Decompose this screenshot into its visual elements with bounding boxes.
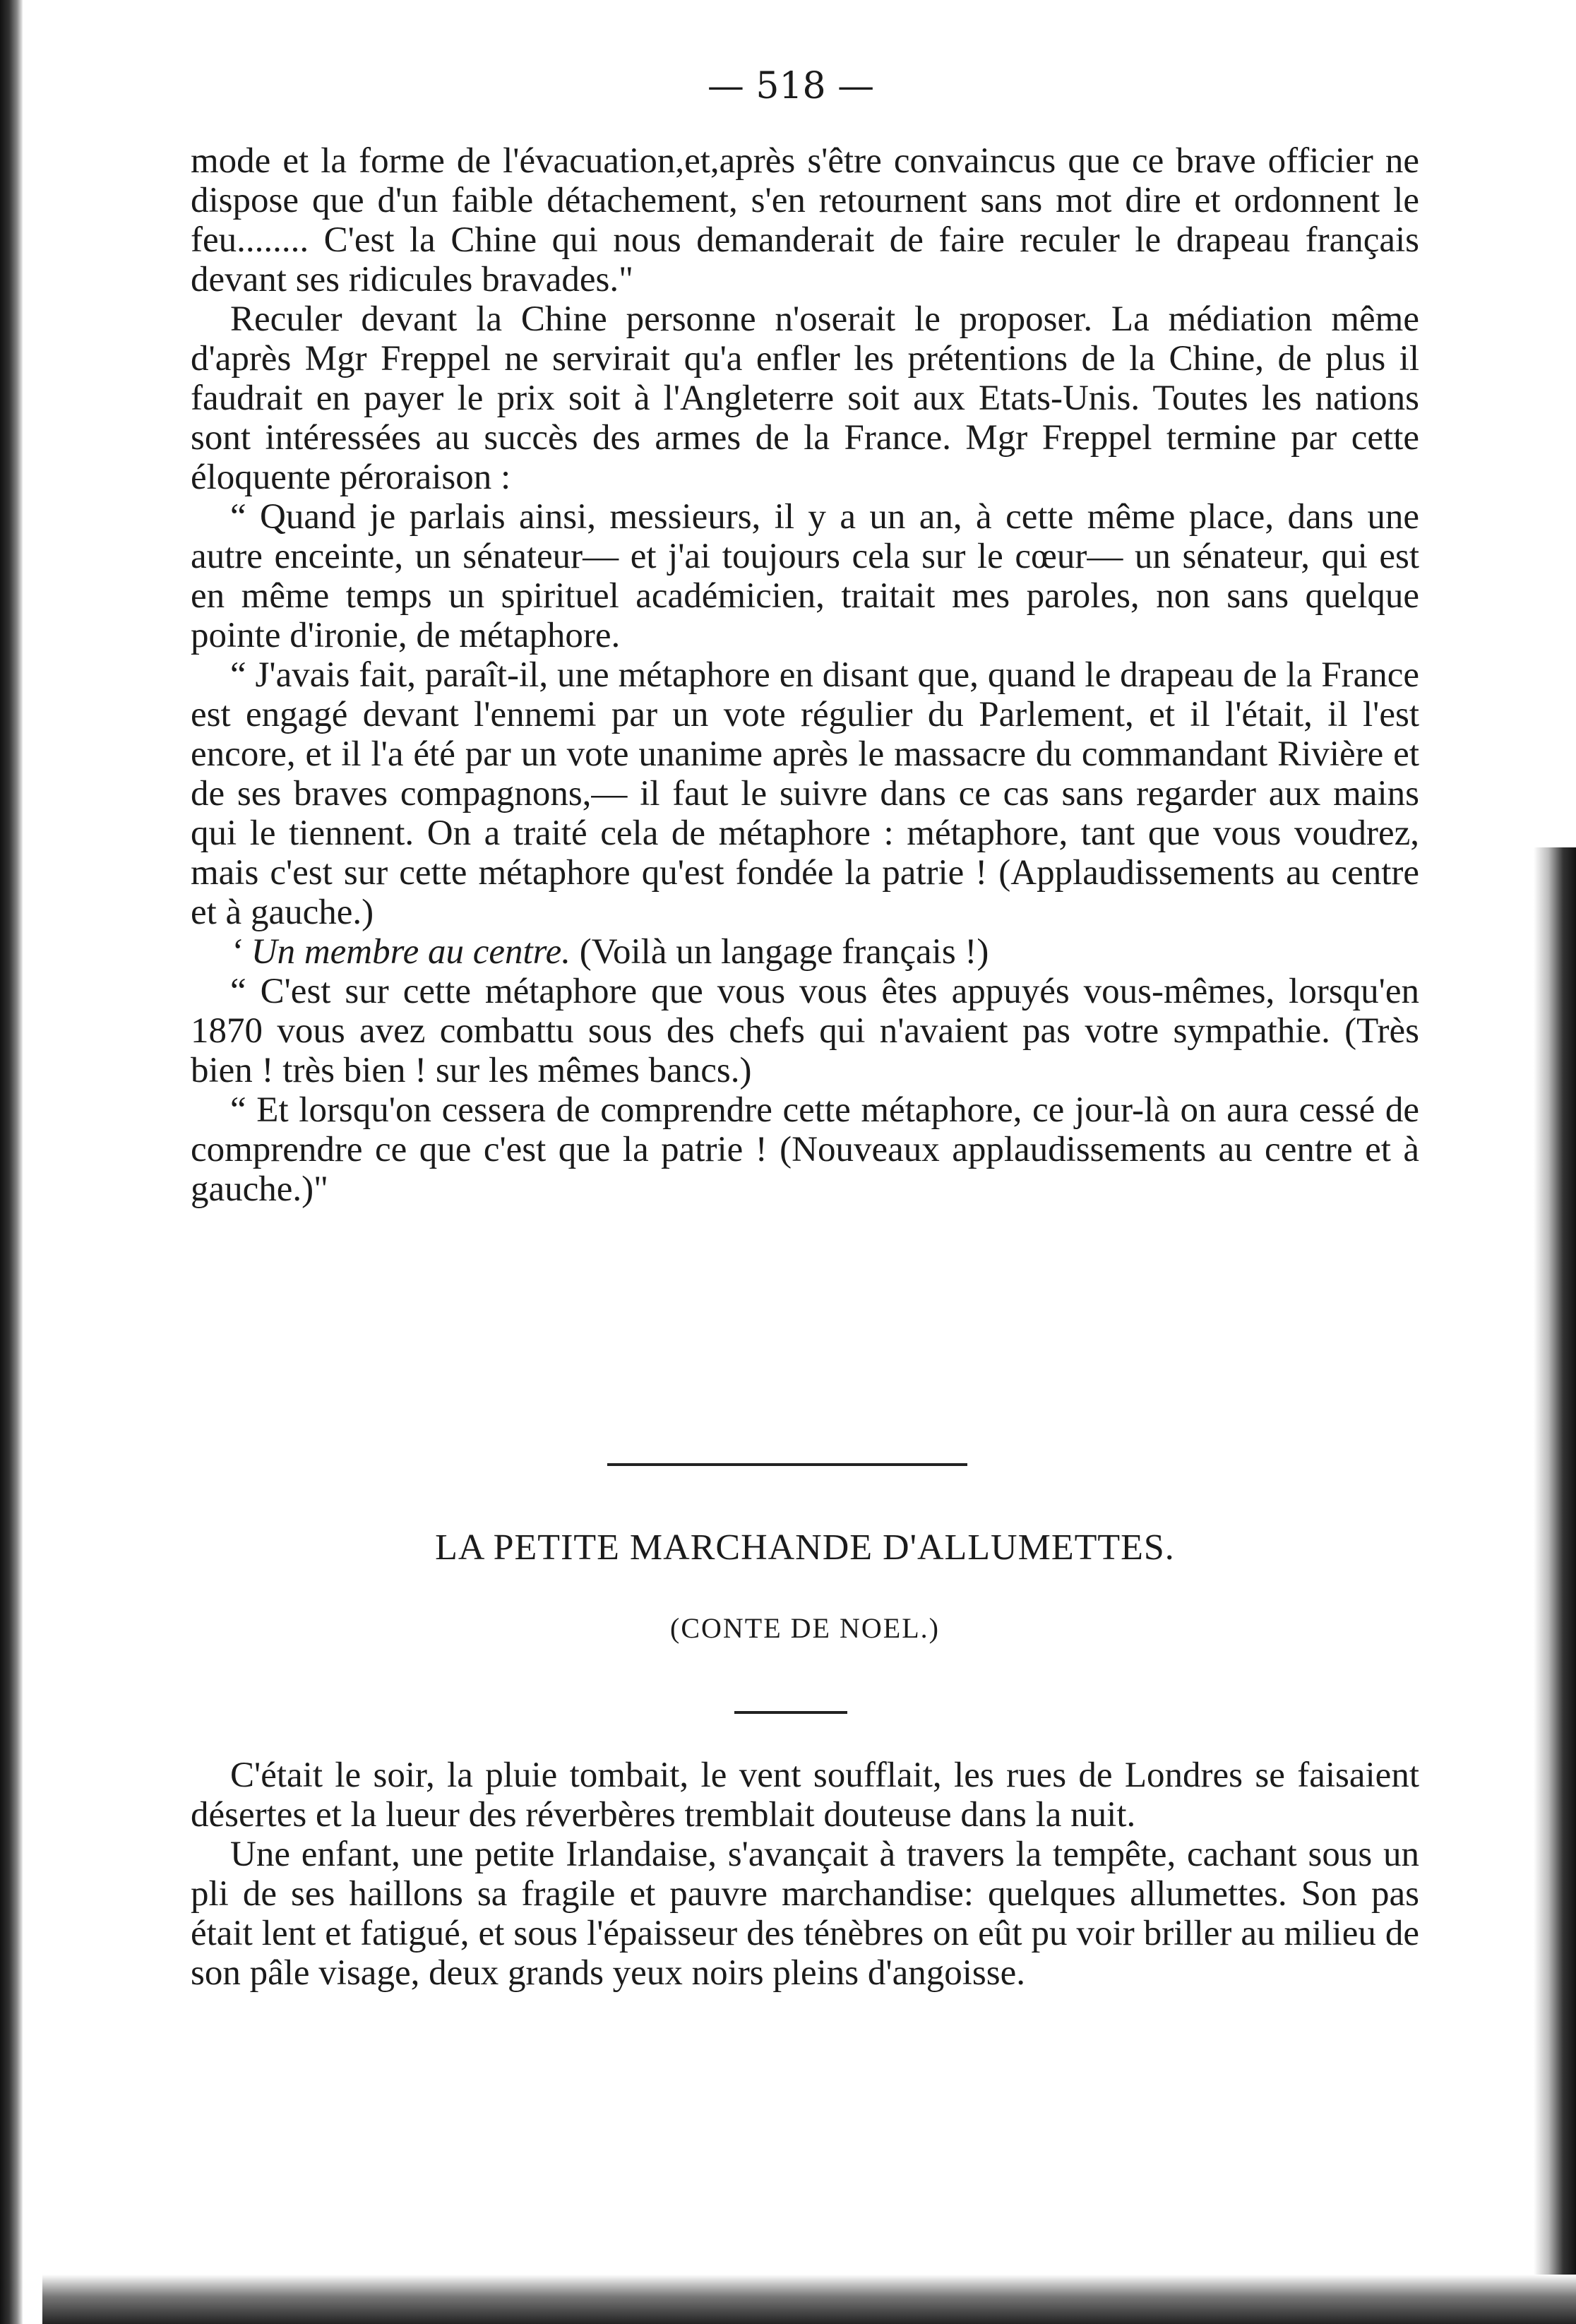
- story-text: [191, 1756, 1419, 1993]
- section-subtitle: (CONTE DE NOEL.): [670, 1612, 940, 1644]
- scan-bottom-edge: [42, 2275, 1576, 2324]
- paragraph-reculer: Reculer devant la Chine personne n'oserait le proposer. La médiation même d'après Mgr Freppel ne servirait qu'a enfler les prétentions de la Chine, de plus il faudrait en payer le prix soit à l'Angleterre soit aux Etats-Unis. Toutes les nations sont intéressées au succès des armes de la France. Mgr Freppel termine par cette éloquente péroraison :: [191, 299, 1419, 497]
- paragraph-quote-quand: “ Quand je parlais ainsi, messieurs, il y a un an, à cette même place, dans une autre enceinte, un sénateur— et j'ai toujours cela sur le cœur— un sénateur, qui est en même temps un spirituel académicien, traitait mes paroles, non sans quelque pointe d'ironie, de métaphore.: [191, 497, 1419, 655]
- section-divider: [607, 1463, 967, 1466]
- paragraph-quote-patrie: “ Et lorsqu'on cessera de comprendre cette métaphore, ce jour-là on aura cessé de comprendre ce que c'est que la patrie ! (Nouveaux applaudissements au centre et à gauche.)": [191, 1090, 1419, 1209]
- section-title: LA PETITE MARCHANDE D'ALLUMETTES.: [435, 1527, 1175, 1568]
- story-paragraph-evening: C'était le soir, la pluie tombait, le vent soufflait, les rues de Londres se faisaient désertes et la lueur des réverbères tremblait douteuse dans la nuit.: [191, 1756, 1419, 1835]
- scan-right-edge: [1534, 847, 1576, 2302]
- story-paragraph-child: Une enfant, une petite Irlandaise, s'avançait à travers la tempête, cachant sous un pli de ses haillons sa fragile et pauvre marchandise: quelques allumettes. Son pas était lent et fatigué, et sous l'épaisseur des ténèbres on eût pu voir briller au milieu de son pâle visage, deux grands yeux noirs pleins d'angoisse.: [191, 1835, 1419, 1993]
- interjection-speaker: ‘ Un membre au centre.: [230, 932, 571, 972]
- paragraph-continuation: mode et la forme de l'évacuation,et,après s'être convaincus que ce brave officier ne dispose que d'un faible détachement, s'en retournent sans mot dire et ordonnent le feu........ C'est la Chine qui nous demanderait de faire reculer le drapeau français devant ses ridicules bravades.": [191, 141, 1419, 299]
- scan-left-edge: [0, 0, 23, 2324]
- paragraph-interjection: [191, 932, 1419, 972]
- interjection-text: (Voilà un langage français !): [571, 932, 989, 972]
- body-text: [191, 141, 1419, 1209]
- page-number: — 518 —: [707, 65, 875, 107]
- paragraph-quote-1870: “ C'est sur cette métaphore que vous vous êtes appuyés vous-mêmes, lorsqu'en 1870 vous avez combattu sous des chefs qui n'avaient pas votre sympathie. (Très bien ! très bien ! sur les mêmes bancs.): [191, 972, 1419, 1090]
- paragraph-quote-metaphore: “ J'avais fait, paraît-il, une métaphore en disant que, quand le drapeau de la France est engagé devant l'ennemi par un vote régulier du Parlement, et il l'était, il l'est encore, et il l'a été par un vote unanime après le massacre du commandant Rivière et de ses braves compagnons,— il faut le suivre dans ce cas sans regarder aux mains qui le tiennent. On a traité cela de métaphore : métaphore, tant que vous voudrez, mais c'est sur cette métaphore qu'est fondée la patrie ! (Applaudissements au centre et à gauche.): [191, 655, 1419, 932]
- title-divider: [734, 1711, 847, 1714]
